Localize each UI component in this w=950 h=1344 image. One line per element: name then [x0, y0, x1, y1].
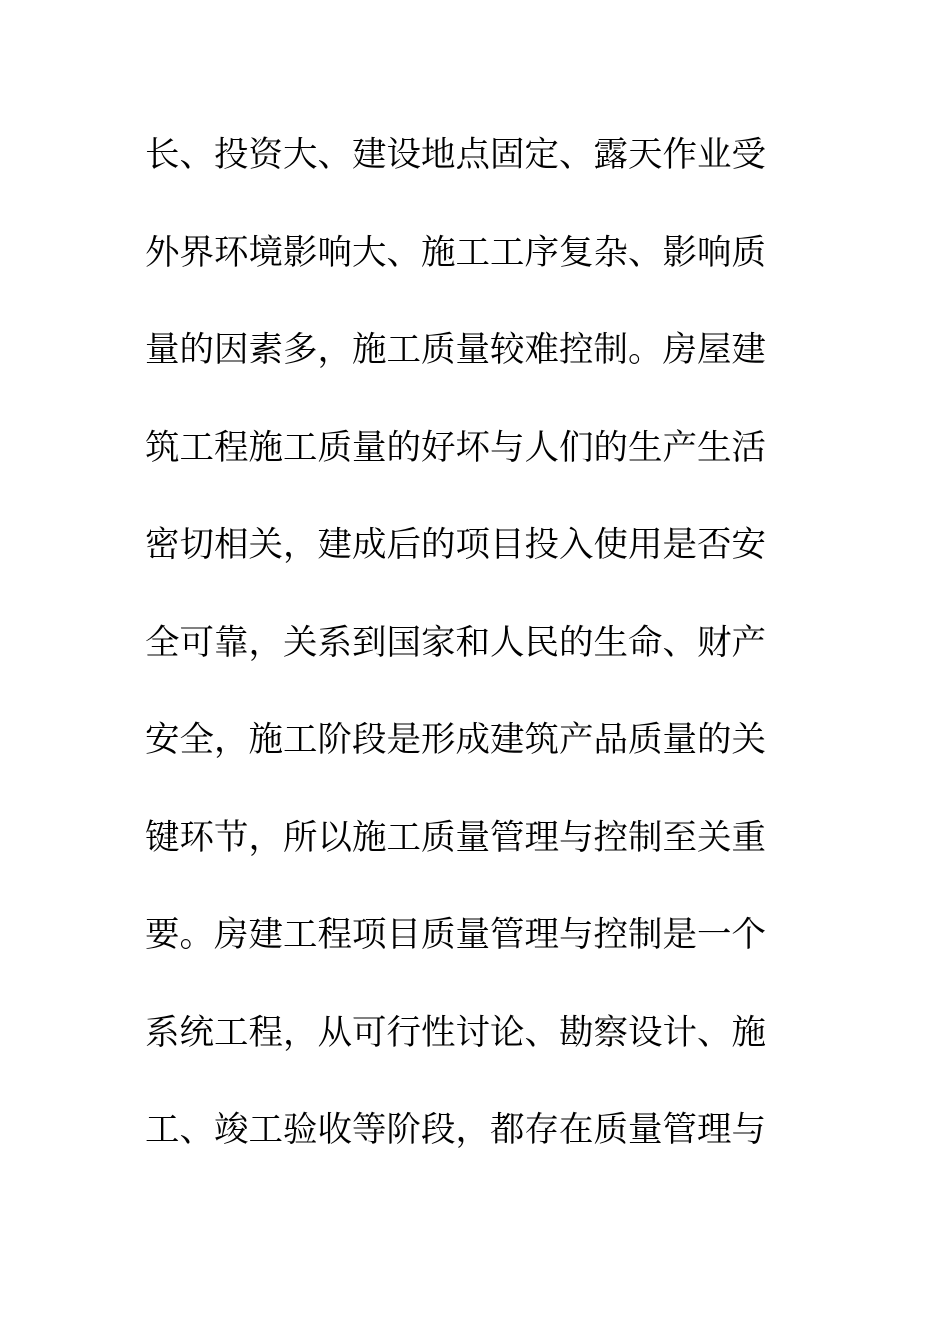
- text-line: 键环节，所以施工质量管理与控制至关重: [145, 817, 766, 858]
- text-line: 外界环境影响大、施工工序复杂、影响质: [145, 232, 766, 273]
- text-line: 系统工程，从可行性讨论、勘察设计、施: [145, 1012, 766, 1053]
- text-line: 筑工程施工质量的好坏与人们的生产生活: [145, 427, 766, 468]
- text-line: 量的因素多，施工质量较难控制。房屋建: [145, 330, 766, 370]
- text-line: 长、投资大、建设地点固定、露天作业受: [145, 135, 766, 175]
- text-line: 密切相关，建成后的项目投入使用是否安: [145, 525, 766, 565]
- text-line: 工、竣工验收等阶段，都存在质量管理与: [145, 1110, 766, 1150]
- text-line: 要。房建工程项目质量管理与控制是一个: [145, 915, 766, 955]
- text-line: 全可靠，关系到国家和人民的生命、财产: [145, 622, 766, 663]
- body-text: [145, 124, 805, 1197]
- text-line: 安全，施工阶段是形成建筑产品质量的关: [145, 720, 766, 760]
